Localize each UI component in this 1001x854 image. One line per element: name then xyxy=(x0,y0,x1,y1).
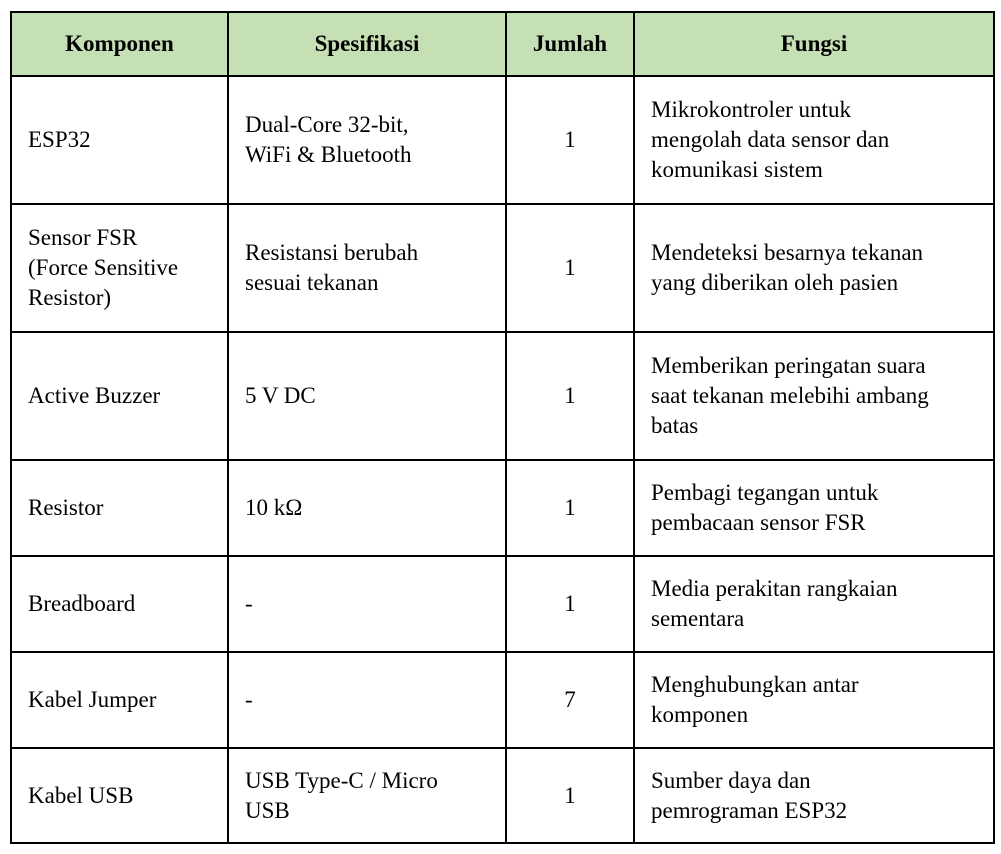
cell-jumlah: 1 xyxy=(506,748,634,843)
cell-komponen: ESP32 xyxy=(11,76,228,204)
table-row xyxy=(11,748,994,843)
cell-komponen: Kabel Jumper xyxy=(11,652,228,748)
table-row xyxy=(11,556,994,652)
cell-spesifikasi: 10 kΩ xyxy=(228,460,506,556)
cell-komponen: Breadboard xyxy=(11,556,228,652)
header-jumlah: Jumlah xyxy=(506,12,634,76)
cell-spesifikasi: USB Type-C / Micro USB xyxy=(228,748,506,843)
cell-jumlah: 7 xyxy=(506,652,634,748)
header-komponen: Komponen xyxy=(11,12,228,76)
cell-fungsi: Pembagi tegangan untuk pembacaan sensor FSR xyxy=(634,460,994,556)
cell-komponen: Kabel USB xyxy=(11,748,228,843)
cell-spesifikasi: Dual-Core 32-bit, WiFi & Bluetooth xyxy=(228,76,506,204)
table-row xyxy=(11,204,994,332)
cell-fungsi: Media perakitan rangkaian sementara xyxy=(634,556,994,652)
cell-spesifikasi: - xyxy=(228,556,506,652)
table-row xyxy=(11,332,994,460)
cell-komponen: Active Buzzer xyxy=(11,332,228,460)
cell-jumlah: 1 xyxy=(506,460,634,556)
table-row xyxy=(11,460,994,556)
cell-spesifikasi: Resistansi berubah sesuai tekanan xyxy=(228,204,506,332)
cell-fungsi: Mikrokontroler untuk mengolah data sensor dan komunikasi sistem xyxy=(634,76,994,204)
header-fungsi: Fungsi xyxy=(634,12,994,76)
cell-jumlah: 1 xyxy=(506,332,634,460)
cell-jumlah: 1 xyxy=(506,204,634,332)
cell-fungsi: Mendeteksi besarnya tekanan yang diberikan oleh pasien xyxy=(634,204,994,332)
cell-jumlah: 1 xyxy=(506,556,634,652)
table-row xyxy=(11,652,994,748)
table-row xyxy=(11,76,994,204)
cell-spesifikasi: - xyxy=(228,652,506,748)
cell-fungsi: Sumber daya dan pemrograman ESP32 xyxy=(634,748,994,843)
header-spesifikasi: Spesifikasi xyxy=(228,12,506,76)
cell-jumlah: 1 xyxy=(506,76,634,204)
table-header-row xyxy=(11,12,994,76)
cell-spesifikasi: 5 V DC xyxy=(228,332,506,460)
cell-fungsi: Menghubungkan antar komponen xyxy=(634,652,994,748)
cell-komponen: Sensor FSR (Force Sensitive Resistor) xyxy=(11,204,228,332)
cell-komponen: Resistor xyxy=(11,460,228,556)
component-spec-table xyxy=(10,11,995,844)
cell-fungsi: Memberikan peringatan suara saat tekanan melebihi ambang batas xyxy=(634,332,994,460)
